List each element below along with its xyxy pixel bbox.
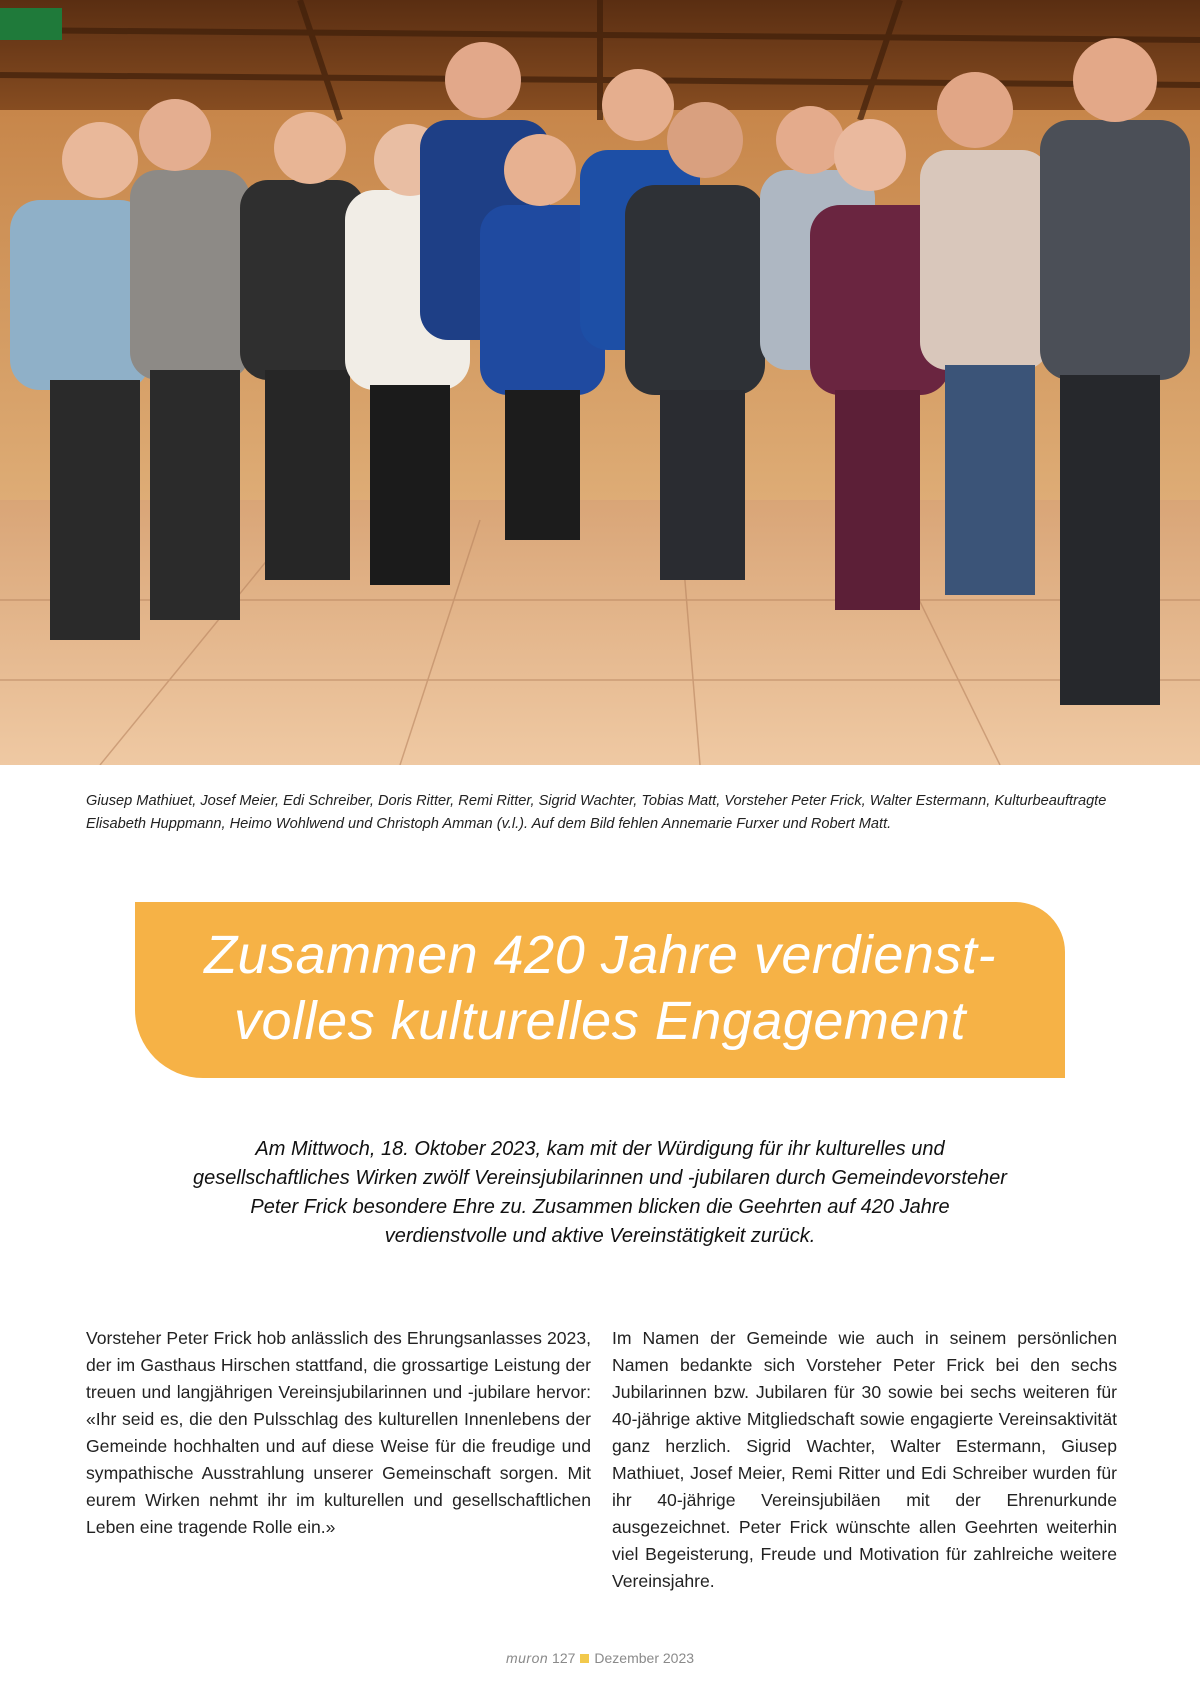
magazine-name: muron [505,1650,549,1666]
square-icon [580,1654,589,1663]
article-title-line-1: Zusammen 420 Jahre verdienst- [204,925,996,985]
group-photo [0,0,1200,765]
title-banner [135,902,1065,1078]
issue-date: Dezember 2023 [594,1650,695,1666]
group-photo-image [0,0,1200,765]
body-column-right: Im Namen der Gemeinde wie auch in seinem persönlichen Namen bedankte sich Vorsteher Peter Frick bei den sechs Jubilarinnen bzw. Jubilaren für 30 sowie bei sechs weiteren für 40-jährige aktive Mitgliedschaft sowie engagierte Vereinsaktivität ganz herzlich. Sigrid Wachter, Walter Estermann, Giusep Mathiuet, Josef Meier, Remi Ritter und Edi Schreiber wurden für ihr 40-jährige Vereinsjubiläen mit der Ehrenurkunde ausgezeichnet. Peter Frick wünschte allen Geehrten weiterhin viel Begeisterung, Freude und Motivation für zahlreiche weitere Vereinsjahre. [612,1328,1117,1591]
photo-caption: Giusep Mathiuet, Josef Meier, Edi Schreiber, Doris Ritter, Remi Ritter, Sigrid Wachter, Tobias Matt, Vorsteher Peter Frick, Walter Estermann, Kulturbeauftragte Elisabeth Huppmann, Heimo Wohlwend und Christoph Amman (v.l.). Auf dem Bild fehlen Annemarie Furxer und Robert Matt. [86,793,1107,832]
page-footer [0,1650,1200,1666]
article-title [135,922,1065,1054]
issue-number: 127 [552,1650,576,1666]
article-lead: Am Mittwoch, 18. Oktober 2023, kam mit der Würdigung für ihr kulturelles und gesellschaftliches Wirken zwölf Vereinsjubilarinnen und -jubilaren durch Gemeindevorsteher Peter Frick besondere Ehre zu. Zusammen blicken die Geehrten auf 420 Jahre verdienstvolle und aktive Vereinstätigkeit zurück. [193,1138,1007,1247]
article-title-line-2: volles kulturelles Engagement [234,991,966,1051]
body-column-left: Vorsteher Peter Frick hob anlässlich des Ehrungsanlasses 2023, der im Gasthaus Hirschen stattfand, die grossartige Leistung der treuen und langjährigen Vereinsjubilarinnen und -jubilare hervor: «Ihr seid es, die den Pulsschlag des kulturellen Innenlebens der Gemeinde hochhalten und auf diese Weise für die freudige und sympathische Ausstrahlung unserer Gemeinschaft sorgen. Mit eurem Wirken nehmt ihr im kulturellen und gesellschaftlichen Leben eine tragende Rolle ein.» [86,1328,591,1537]
